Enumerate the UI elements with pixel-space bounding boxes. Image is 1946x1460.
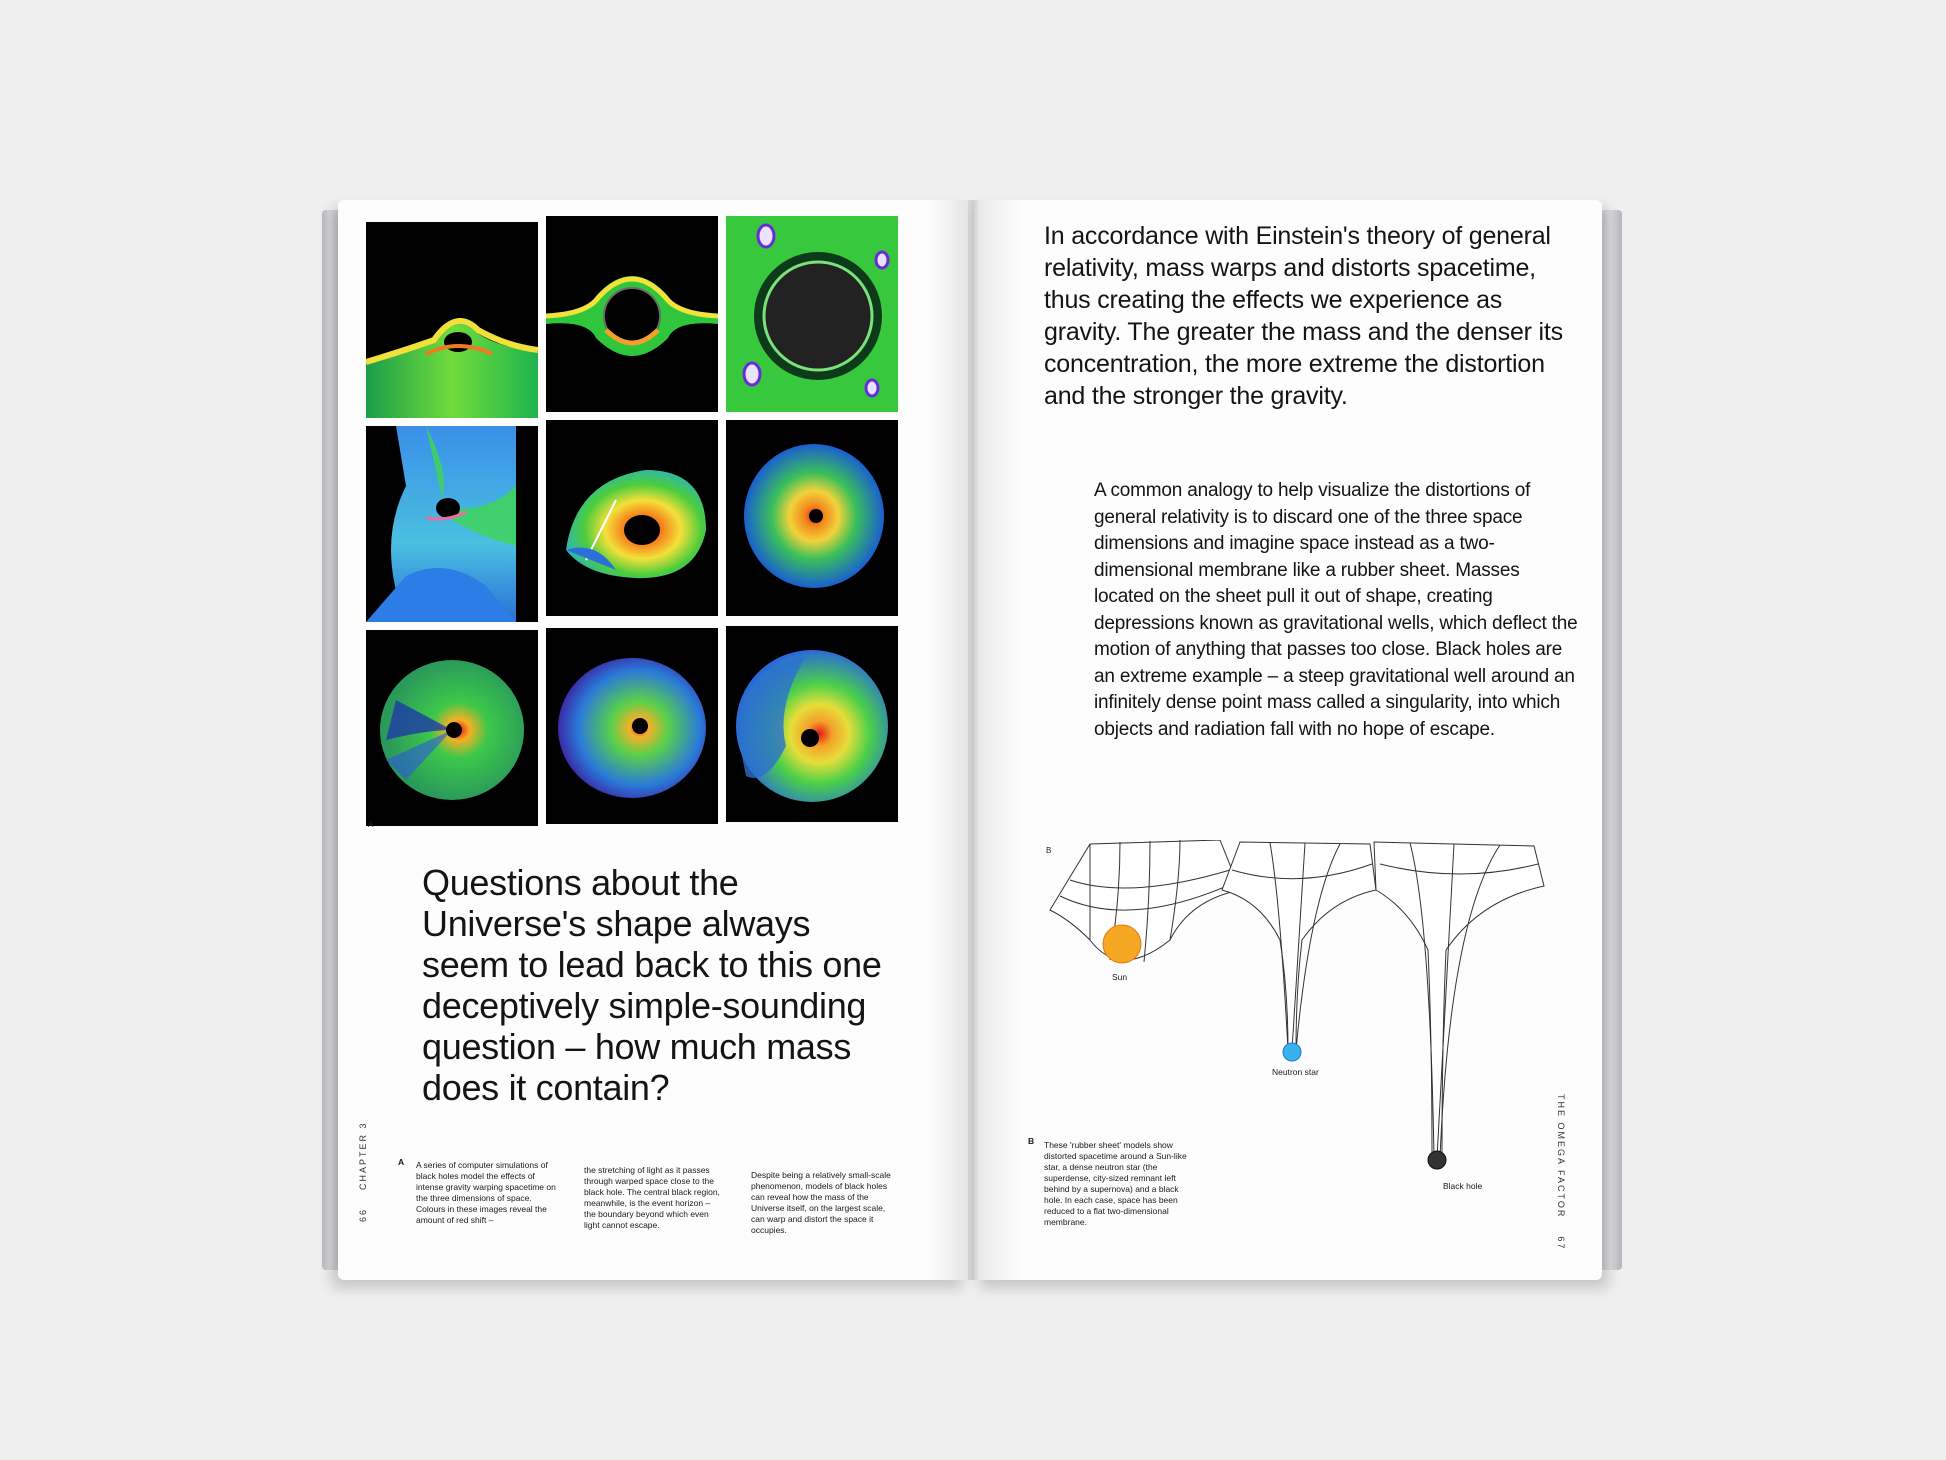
simulation-image-1 bbox=[366, 222, 538, 418]
simulation-image-9 bbox=[726, 626, 898, 822]
running-head-left: CHAPTER 3 bbox=[358, 1121, 368, 1190]
caption-b: These 'rubber sheet' models show distorted spacetime around a Sun-like star, a dense neutron star (the superdense, city-sized remnant left behind by a supernova) and a black hole. In each case, space has been reduced to a flat two-dimensional membrane. bbox=[1044, 1140, 1187, 1227]
black-hole-well bbox=[1374, 842, 1544, 1169]
simulation-image-4 bbox=[366, 426, 538, 622]
body-paragraph: A common analogy to help visualize the distortions of general relativity is to discard one of the three space dimensions and imagine space instead as a two-dimensional membrane like a rubber sheet. Masses located on the sheet pull it out of shape, creating depressions known as gravitational wells, which deflect the motion of anything that passes too close. Black holes are an extreme example – a steep gravitational well around an infinitely dense point mass called a singularity, into which objects and radiation fall with no hope of escape. bbox=[1094, 480, 1578, 740]
page-number-right: 67 bbox=[1556, 1236, 1566, 1251]
left-page-folio bbox=[358, 1121, 368, 1222]
simulation-image-6 bbox=[726, 420, 898, 616]
intro-paragraph: In accordance with Einstein's theory of general relativity, mass warps and distorts spacetime, thus creating the effects we experience as gravity. The greater the mass and the denser its concentration, the more extreme the distortion and the stronger the gravity. bbox=[1044, 222, 1563, 410]
caption-a-column-1: A series of computer simulations of black holes model the effects of intense gravity warping spacetime on the three dimensions of space. Colours in these images reveal the amount of red shift – bbox=[416, 1160, 556, 1225]
pull-quote: Questions about the Universe's shape always seem to lead back to this one deceptively simple-sounding question – how much mass does it contain? bbox=[422, 862, 882, 1108]
caption-letter-b: B bbox=[1028, 1136, 1035, 1146]
simulation-image-3 bbox=[726, 216, 898, 412]
caption-a-column-2: the stretching of light as it passes through warped space close to the black hole. The central black region, meanwhile, is the event horizon – the boundary beyond which even light cannot escape. bbox=[584, 1165, 720, 1230]
figure-letter-b: B bbox=[1046, 846, 1052, 855]
black-hole-simulation-grid bbox=[366, 222, 898, 822]
caption-letter-a: A bbox=[398, 1157, 405, 1167]
neutron-star-well bbox=[1222, 842, 1376, 1061]
sun-well bbox=[1050, 840, 1240, 963]
figure-letter-a: A bbox=[368, 820, 374, 829]
page-number-left: 66 bbox=[358, 1207, 368, 1222]
black-hole-label: Black hole bbox=[1443, 1181, 1483, 1191]
neutron-star-label: Neutron star bbox=[1272, 1067, 1319, 1077]
simulation-image-7 bbox=[366, 630, 538, 826]
caption-a-column-3: Despite being a relatively small-scale phenomenon, models of black holes can reveal how the mass of the Universe itself, on the largest scale, can warp and distort the space it occupies. bbox=[751, 1170, 891, 1235]
simulation-image-5 bbox=[546, 420, 718, 616]
simulation-image-8 bbox=[546, 628, 718, 824]
running-head-right: THE OMEGA FACTOR bbox=[1556, 1094, 1566, 1219]
book-gutter bbox=[930, 200, 1020, 1280]
sun-label: Sun bbox=[1112, 972, 1128, 982]
right-page-folio bbox=[1556, 1094, 1566, 1250]
simulation-image-2 bbox=[546, 216, 718, 412]
